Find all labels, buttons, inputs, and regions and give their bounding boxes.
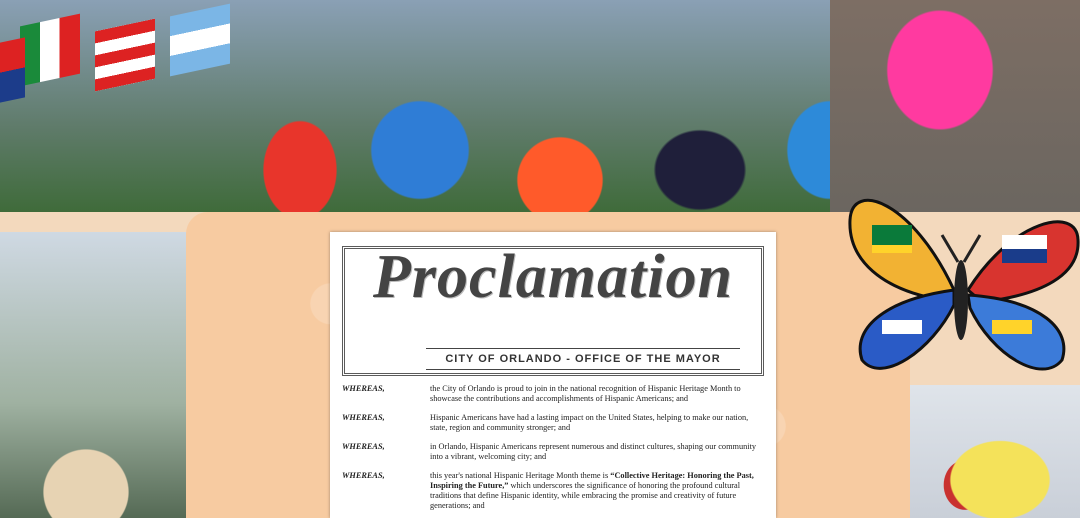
clause-text: in Orlando, Hispanic Americans represent numerous and distinct cultures, shaping our community into a vibrant, welcoming city; and bbox=[430, 441, 757, 461]
whereas-label: WHEREAS, bbox=[342, 441, 385, 451]
clause-1 bbox=[342, 384, 762, 404]
carnival-dancer-photo bbox=[0, 232, 186, 518]
theme-text: “Collective Heritage: Honoring the Past, Inspiring the Future,” bbox=[430, 470, 754, 490]
clause-2 bbox=[342, 413, 762, 433]
mexico-flag-icon bbox=[20, 14, 80, 87]
proclamation-title: Proclamation bbox=[373, 243, 733, 311]
clause-3 bbox=[342, 442, 762, 462]
red-flag-icon bbox=[0, 37, 25, 102]
clause-4 bbox=[342, 471, 762, 511]
argentina-flag-icon bbox=[170, 4, 230, 77]
clause-text: the City of Orlando is proud to join in the national recognition of Hispanic Heritage Month to showcase the contributions and accomplishments of Hispanic Americans; and bbox=[430, 384, 741, 403]
whereas-label: WHEREAS, bbox=[342, 470, 385, 480]
clauses-list bbox=[342, 384, 762, 518]
proclamation-document bbox=[330, 232, 776, 518]
office-subtitle: CITY OF ORLANDO - OFFICE OF THE MAYOR bbox=[426, 348, 740, 370]
whereas-label: WHEREAS, bbox=[342, 384, 385, 393]
puerto-rico-flag-icon bbox=[95, 19, 155, 92]
clause-text: this year's national Hispanic Heritage Month theme is “Collective Heritage: Honoring the Past, Inspiring the Future,” which underscores the significance of honoring the profound cultural traditions that define Hispanic identity, while embracing the promise and creativity of future generations; and bbox=[430, 470, 754, 510]
yellow-dress-dancers-photo bbox=[910, 385, 1080, 518]
whereas-label: WHEREAS, bbox=[342, 412, 385, 422]
butterfly-flags-icon bbox=[842, 180, 1080, 390]
clause-text: Hispanic Americans have had a lasting impact on the United States, helping to make our nation, state, region and community stronger; and bbox=[430, 412, 749, 432]
